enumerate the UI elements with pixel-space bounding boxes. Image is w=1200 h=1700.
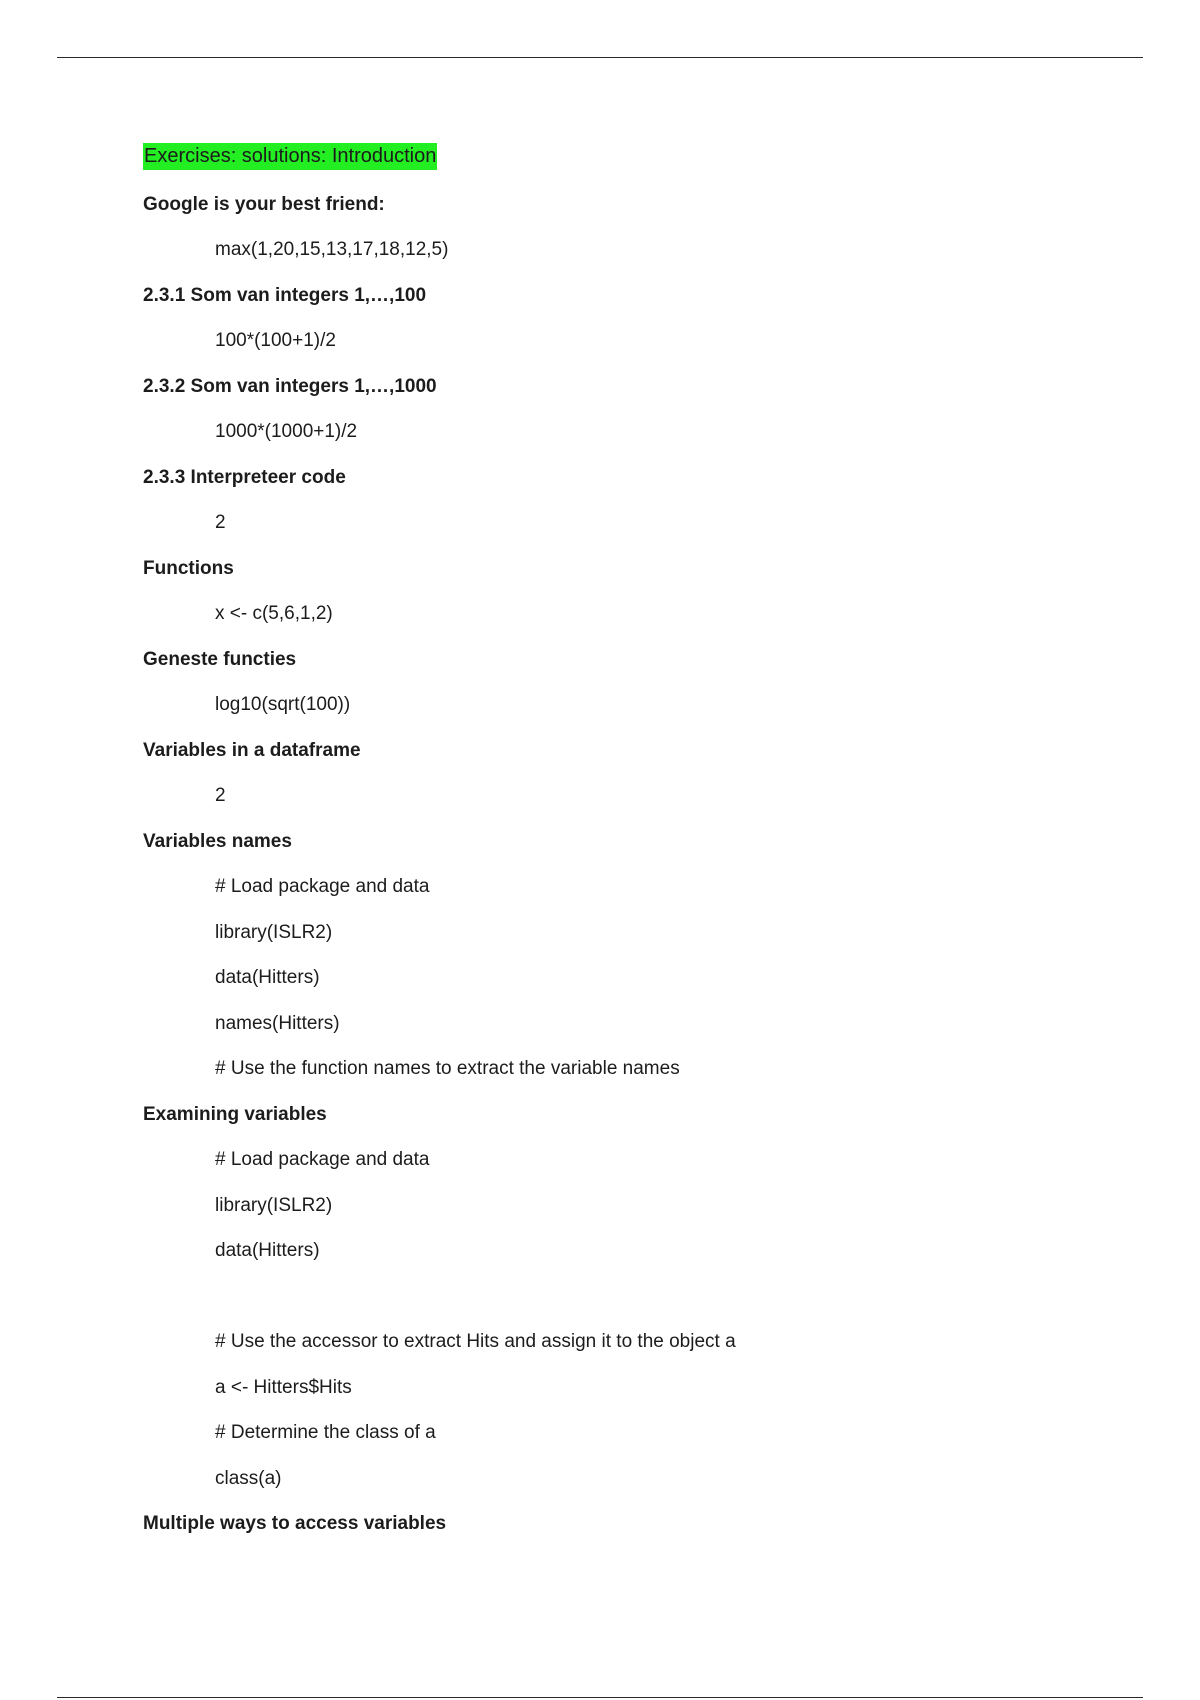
- code-line: x <- c(5,6,1,2): [215, 603, 333, 624]
- code-line: data(Hitters): [215, 1240, 320, 1261]
- code-line: library(ISLR2): [215, 1195, 333, 1216]
- section-heading: Variables names: [143, 831, 292, 852]
- code-line: library(ISLR2): [215, 922, 333, 943]
- section-heading: Examining variables: [143, 1104, 327, 1125]
- section-heading: Variables in a dataframe: [143, 740, 361, 761]
- section-heading: 2.3.3 Interpreteer code: [143, 467, 346, 488]
- code-line: log10(sqrt(100)): [215, 694, 351, 715]
- code-line: a <- Hitters$Hits: [215, 1377, 352, 1398]
- code-line: 2: [215, 512, 226, 533]
- code-line: # Use the function names to extract the variable names: [215, 1058, 680, 1079]
- code-line: # Load package and data: [215, 1149, 430, 1170]
- code-line: # Determine the class of a: [215, 1422, 436, 1443]
- section-heading: Multiple ways to access variables: [143, 1513, 447, 1534]
- code-line: class(a): [215, 1468, 282, 1489]
- code-line: # Load package and data: [215, 876, 430, 897]
- section-heading: Functions: [143, 558, 234, 579]
- code-line: 100*(100+1)/2: [215, 330, 336, 351]
- footer-rule: [57, 1697, 1143, 1698]
- code-line: data(Hitters): [215, 967, 320, 988]
- section-heading: 2.3.1 Som van integers 1,…,100: [143, 285, 427, 306]
- code-line: 1000*(1000+1)/2: [215, 421, 358, 442]
- code-line: max(1,20,15,13,17,18,12,5): [215, 239, 449, 260]
- code-line: names(Hitters): [215, 1013, 340, 1034]
- code-line: 2: [215, 785, 226, 806]
- code-line: # Use the accessor to extract Hits and assign it to the object a: [215, 1331, 736, 1352]
- section-heading: 2.3.2 Som van integers 1,…,1000: [143, 376, 437, 397]
- section-heading: Google is your best friend:: [143, 194, 385, 215]
- document-title: Exercises: solutions: Introduction: [143, 143, 437, 170]
- section-heading: Geneste functies: [143, 649, 297, 670]
